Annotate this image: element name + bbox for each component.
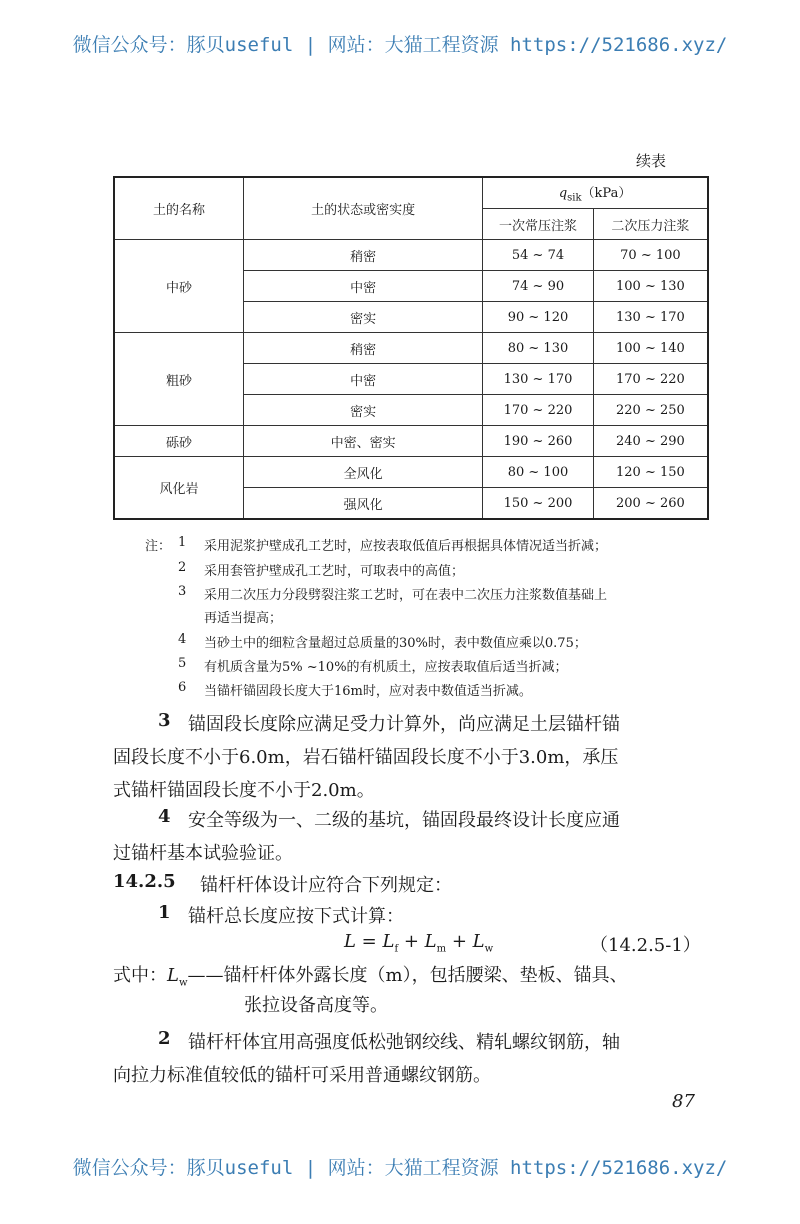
table-cell: 170 ~ 220 xyxy=(593,364,708,395)
text: f xyxy=(394,943,399,955)
text: 2 xyxy=(178,560,187,575)
text: 锚杆总长度应按下式计算： xyxy=(188,906,404,927)
text: L xyxy=(424,931,437,952)
table-cell: 70 ~ 100 xyxy=(593,240,708,271)
table-cell: 54 ~ 74 xyxy=(483,240,594,271)
table-cell: 150 ~ 200 xyxy=(483,488,594,520)
table-cell: 240 ~ 290 xyxy=(593,426,708,457)
header-soil-state: 土的状态或密实度 xyxy=(244,177,483,240)
watermark-top: 微信公众号：豚贝useful | 网站：大猫工程资源 https://521686.xyz/ xyxy=(72,34,728,56)
header-secondary-grout: 二次压力注浆 xyxy=(593,209,708,240)
watermark-bottom: 微信公众号：豚贝useful | 网站：大猫工程资源 https://521686.xyz/ xyxy=(72,1157,728,1179)
text: 锚杆杆体设计应符合下列规定： xyxy=(200,875,452,896)
table-header-row xyxy=(114,177,708,209)
table-cell: 中密 xyxy=(244,364,483,395)
table-cell: 稍密 xyxy=(244,333,483,364)
text: 锚杆杆体宜用高强度低松弛钢绞线、精轧螺纹钢筋，轴 xyxy=(188,1032,620,1053)
text: w xyxy=(178,977,188,989)
table-cell: 170 ~ 220 xyxy=(483,395,594,426)
text: 4 xyxy=(178,632,187,647)
text: 锚固段长度除应满足受力计算外，尚应满足土层锚杆锚 xyxy=(188,714,620,735)
text: 向拉力标准值较低的锚杆可采用普通螺纹钢筋。 xyxy=(113,1065,491,1086)
table-cell: 风化岩 xyxy=(114,457,244,520)
table-cell: 中密 xyxy=(244,271,483,302)
text: 5 xyxy=(178,656,187,671)
table-cell: 190 ~ 260 xyxy=(483,426,594,457)
table-cell: 120 ~ 150 xyxy=(593,457,708,488)
table-cell: 稍密 xyxy=(244,240,483,271)
table-cell: 130 ~ 170 xyxy=(593,302,708,333)
section-number: 14.2.5 xyxy=(113,871,176,892)
table-cell: 90 ~ 120 xyxy=(483,302,594,333)
text: 6 xyxy=(178,680,187,695)
text: 4 xyxy=(158,806,171,827)
text: 3 xyxy=(178,584,187,599)
text: 采用二次压力分段劈裂注浆工艺时，可在表中二次压力注浆数值基础上 xyxy=(204,588,608,603)
table-cell: 中砂 xyxy=(114,240,244,333)
table-row xyxy=(114,457,708,488)
text: 3 xyxy=(158,710,171,731)
text: 有机质含量为5% ~10%的有机质土，应按表取值后适当折减； xyxy=(204,660,568,675)
table-row xyxy=(114,240,708,271)
text: ——锚杆杆体外露长度（m），包括腰梁、垫板、锚具、 xyxy=(187,965,628,986)
text: 当砂土中的细粒含量超过总质量的30%时，表中数值应乘以0.75； xyxy=(204,636,587,651)
table-cell: 强风化 xyxy=(244,488,483,520)
text: 采用泥浆护壁成孔工艺时，应按表取低值后再根据具体情况适当折减； xyxy=(204,539,608,554)
formula xyxy=(344,931,493,955)
header-soil-name: 土的名称 xyxy=(114,177,244,240)
table-cell: 中密、密实 xyxy=(244,426,483,457)
table-row xyxy=(114,333,708,364)
bond-strength-table xyxy=(113,176,709,520)
text: + xyxy=(398,931,425,952)
text: L xyxy=(344,931,356,952)
text: sik xyxy=(567,192,582,204)
text: q xyxy=(558,186,568,202)
text: + xyxy=(446,931,473,952)
text: L xyxy=(382,931,395,952)
table-cell: 全风化 xyxy=(244,457,483,488)
text: （kPa） xyxy=(581,186,632,202)
table-cell: 密实 xyxy=(244,395,483,426)
table-cell: 200 ~ 260 xyxy=(593,488,708,520)
table-cell: 粗砂 xyxy=(114,333,244,426)
header-qsik xyxy=(483,177,708,209)
text: 固段长度不小于6.0m，岩石锚杆锚固段长度不小于3.0m，承压 xyxy=(113,747,619,768)
text: L xyxy=(167,965,179,986)
table-cell: 砾砂 xyxy=(114,426,244,457)
text: L xyxy=(472,931,485,952)
text: w xyxy=(484,943,494,955)
table-cell: 130 ~ 170 xyxy=(483,364,594,395)
text: 安全等级为一、二级的基坑，锚固段最终设计长度应通 xyxy=(188,810,620,831)
continued-label: 续表 xyxy=(636,152,667,170)
text: 张拉设备高度等。 xyxy=(244,995,388,1016)
table-row xyxy=(114,426,708,457)
table-cell: 220 ~ 250 xyxy=(593,395,708,426)
page-number: 87 xyxy=(672,1091,695,1112)
text: m xyxy=(436,943,447,955)
table-cell: 80 ~ 100 xyxy=(483,457,594,488)
text: 1 xyxy=(158,902,171,923)
text: 过锚杆基本试验验证。 xyxy=(113,843,293,864)
table-cell: 80 ~ 130 xyxy=(483,333,594,364)
text: = xyxy=(355,931,383,952)
text: 2 xyxy=(158,1028,171,1049)
text: 再适当提高； xyxy=(204,611,283,626)
text: 1 xyxy=(178,535,187,550)
text: 当锚杆锚固段长度大于16m时，应对表中数值适当折减。 xyxy=(204,684,532,699)
formula-number: （14.2.5-1） xyxy=(590,935,701,956)
text: 采用套管护壁成孔工艺时，可取表中的高值； xyxy=(204,564,465,579)
table-cell: 密实 xyxy=(244,302,483,333)
header-single-grout: 一次常压注浆 xyxy=(483,209,594,240)
table-cell: 100 ~ 140 xyxy=(593,333,708,364)
text: 注： xyxy=(145,539,172,554)
table-cell: 100 ~ 130 xyxy=(593,271,708,302)
table-cell: 74 ~ 90 xyxy=(483,271,594,302)
text: 式中： xyxy=(113,965,167,986)
text: 式锚杆锚固段长度不小于2.0m。 xyxy=(113,780,375,801)
